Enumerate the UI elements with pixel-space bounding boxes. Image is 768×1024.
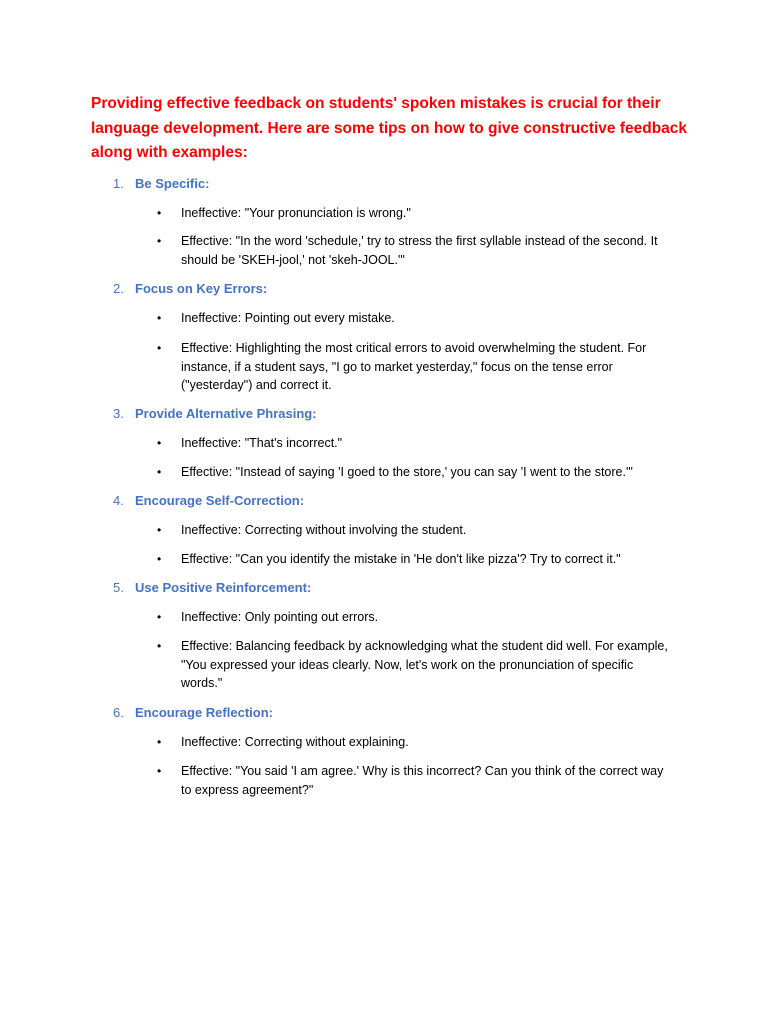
bullet-icon: • <box>157 552 162 566</box>
bullet-icon: • <box>157 341 162 355</box>
tip-title: Provide Alternative Phrasing: <box>135 406 317 421</box>
tip-title: Focus on Key Errors: <box>135 281 268 296</box>
list-item <box>157 762 677 799</box>
bullet-icon: • <box>157 234 162 248</box>
intro-paragraph: Providing effective feedback on students' spoken mistakes is crucial for their language development. Here are some tips on how to give constructive feedback along with examples: <box>91 95 688 161</box>
tip-heading-use-positive-reinforcement <box>113 579 311 597</box>
list-item-text: Effective: Balancing feedback by acknowledging what the student did well. For example, "You expressed your ideas clearly. Now, let's work on the pronunciation of specific words." <box>181 639 668 690</box>
list-item <box>157 521 677 540</box>
list-item <box>157 204 677 223</box>
list-item-text: Effective: "Can you identify the mistake in 'He don't like pizza'? Try to correct it." <box>181 552 621 566</box>
list-item <box>157 309 677 328</box>
tip-heading-be-specific <box>113 175 209 193</box>
bullet-icon: • <box>157 465 162 479</box>
list-item <box>157 733 677 752</box>
list-item <box>157 550 677 569</box>
bullet-icon: • <box>157 639 162 653</box>
tip-title: Encourage Reflection: <box>135 705 273 720</box>
tip-heading-provide-alternative-phrasing <box>113 405 317 423</box>
bullet-icon: • <box>157 610 162 624</box>
list-item-text: Effective: Highlighting the most critical errors to avoid overwhelming the student. For instance, if a student says, "I go to market yesterday," focus on the tense error ("yesterday") and correct it. <box>181 341 647 392</box>
list-item-text: Ineffective: "That's incorrect." <box>181 436 343 450</box>
list-item-text: Effective: "Instead of saying 'I goed to the store,' you can say 'I went to the store.'" <box>181 465 633 479</box>
tip-number: 2. <box>113 281 124 296</box>
bullet-icon: • <box>157 436 162 450</box>
tip-number: 6. <box>113 705 124 720</box>
list-item <box>157 463 677 482</box>
list-item-text: Effective: "You said 'I am agree.' Why is this incorrect? Can you think of the correct way to express agreement?" <box>181 764 664 797</box>
bullet-icon: • <box>157 206 162 220</box>
list-item-text: Ineffective: Correcting without explaining. <box>181 735 409 749</box>
tip-number: 4. <box>113 493 124 508</box>
list-item-text: Ineffective: Only pointing out errors. <box>181 610 379 624</box>
bullet-icon: • <box>157 311 162 325</box>
tip-number: 5. <box>113 580 124 595</box>
list-item-text: Effective: "In the word 'schedule,' try to stress the first syllable instead of the second. It should be 'SKEH-jool,' not 'skeh-JOOL.'" <box>181 234 658 267</box>
list-item-text: Ineffective: Pointing out every mistake. <box>181 311 395 325</box>
bullet-icon: • <box>157 523 162 537</box>
tip-heading-encourage-reflection <box>113 704 273 722</box>
tip-number: 1. <box>113 176 124 191</box>
tip-title: Encourage Self-Correction: <box>135 493 305 508</box>
list-item-text: Ineffective: "Your pronunciation is wrong." <box>181 206 411 220</box>
list-item <box>157 232 677 269</box>
bullet-icon: • <box>157 764 162 778</box>
list-item-text: Ineffective: Correcting without involving the student. <box>181 523 467 537</box>
tip-title: Be Specific: <box>135 176 210 191</box>
list-item <box>157 637 677 693</box>
list-item <box>157 339 677 395</box>
tip-title: Use Positive Reinforcement: <box>135 580 312 595</box>
list-item <box>157 608 677 627</box>
tip-heading-encourage-self-correction <box>113 492 304 510</box>
bullet-icon: • <box>157 735 162 749</box>
tip-number: 3. <box>113 406 124 421</box>
tip-heading-focus-on-key-errors <box>113 280 267 298</box>
list-item <box>157 434 677 453</box>
